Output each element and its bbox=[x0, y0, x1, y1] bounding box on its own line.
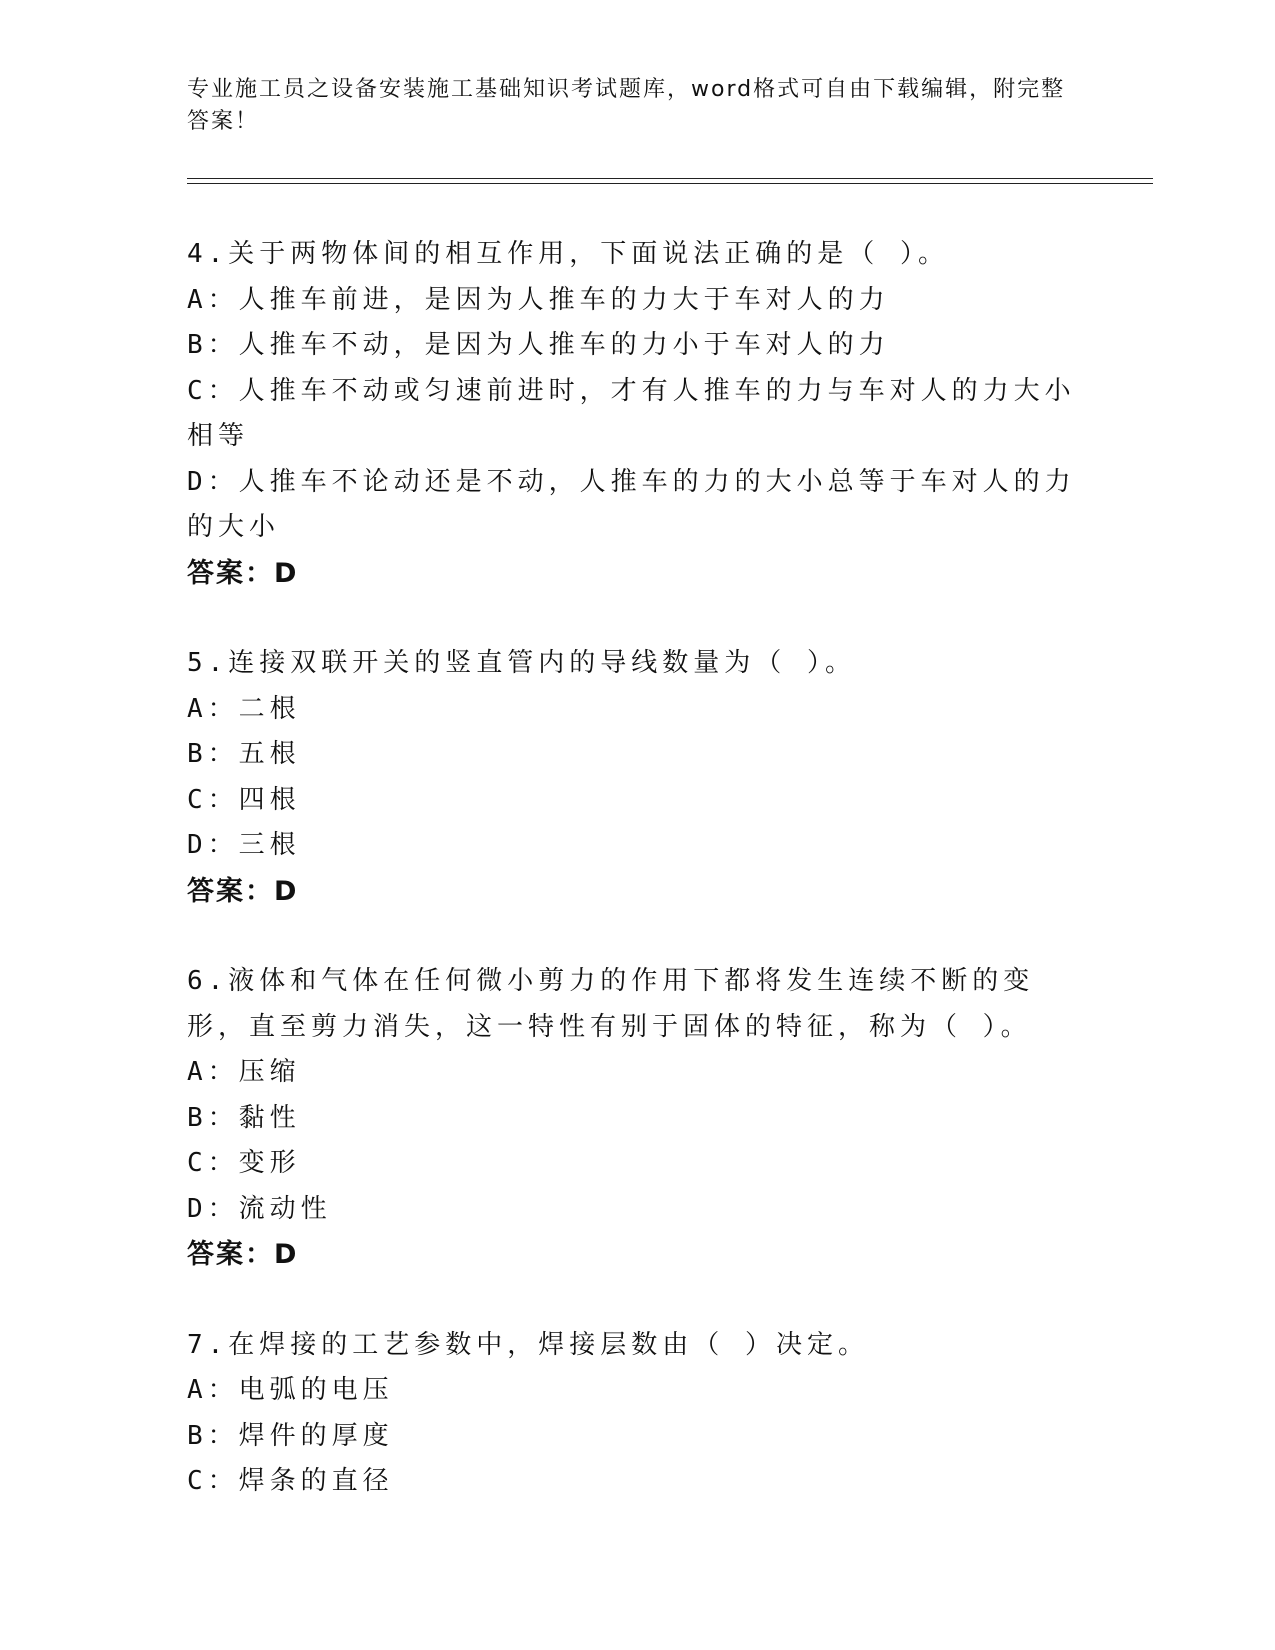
option-c: C：四根 bbox=[187, 784, 301, 815]
option-a: A：人推车前进，是因为人推车的力大于车对人的力 bbox=[187, 284, 890, 315]
option-d: D：流动性 bbox=[187, 1193, 332, 1224]
option-a: A：压缩 bbox=[187, 1057, 301, 1087]
question-5 bbox=[187, 641, 1087, 914]
spacer bbox=[187, 1278, 1087, 1323]
option-b: B：人推车不动，是因为人推车的力小于车对人的力 bbox=[187, 330, 890, 360]
option-d: D：人推车不论动还是不动，人推车的力的大小总等于车对人的力的大小 bbox=[187, 466, 1076, 542]
option-b: B：五根 bbox=[187, 739, 301, 769]
option-c: C：人推车不动或匀速前进时，才有人推车的力与车对人的力大小相等 bbox=[187, 375, 1076, 451]
option-a: A：电弧的电压 bbox=[187, 1375, 394, 1405]
answer: 答案：D bbox=[187, 875, 299, 907]
spacer bbox=[187, 596, 1087, 641]
spacer bbox=[187, 914, 1087, 959]
option-d: D：三根 bbox=[187, 830, 301, 860]
question-stem: 6.液体和气体在任何微小剪力的作用下都将发生连续不断的变形，直至剪力消失，这一特性有别于固体的特征，称为（ ）。 bbox=[187, 966, 1035, 1042]
question-stem: 7.在焊接的工艺参数中，焊接层数由（ ）决定。 bbox=[187, 1329, 869, 1360]
header-divider-top bbox=[187, 178, 1153, 179]
option-a: A：二根 bbox=[187, 693, 301, 724]
question-stem: 4.关于两物体间的相互作用，下面说法正确的是（ ）。 bbox=[187, 239, 949, 269]
option-c: C：焊条的直径 bbox=[187, 1466, 394, 1496]
answer: 答案：D bbox=[187, 1239, 299, 1270]
option-c: C：变形 bbox=[187, 1148, 301, 1178]
option-b: B：焊件的厚度 bbox=[187, 1420, 394, 1451]
header-divider-bottom bbox=[187, 183, 1153, 184]
question-7 bbox=[187, 1323, 1087, 1505]
question-list bbox=[187, 232, 1087, 1505]
question-4 bbox=[187, 232, 1087, 596]
question-stem: 5.连接双联开关的竖直管内的导线数量为（ ）。 bbox=[187, 648, 856, 678]
answer: 答案：D bbox=[187, 557, 299, 589]
question-6 bbox=[187, 959, 1087, 1278]
document-header: 专业施工员之设备安装施工基础知识考试题库，word格式可自由下载编辑，附完整答案！ bbox=[187, 77, 1066, 134]
option-b: B：黏性 bbox=[187, 1102, 301, 1133]
